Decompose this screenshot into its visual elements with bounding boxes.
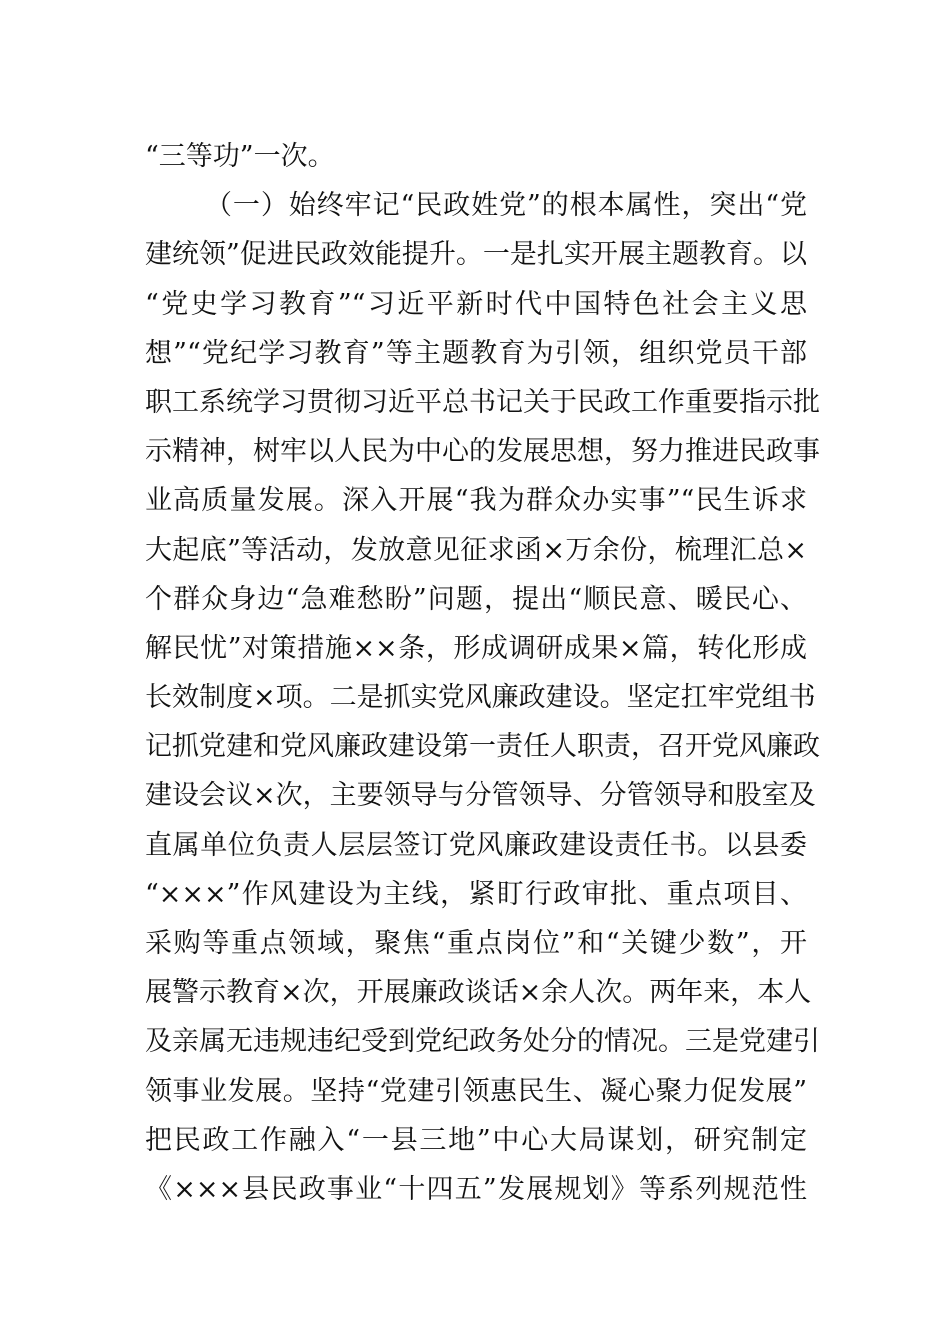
text-line: 采购等重点领域，聚焦“重点岗位”和“关键少数”，开 [145, 928, 807, 959]
text-line: （一）始终牢记“民政姓党”的根本属性，突出“党 [205, 190, 807, 222]
text-line: 建统领”促进民政效能提升。一是扎实开展主题教育。以 [145, 239, 807, 271]
text-line: 直属单位负责人层层签订党风廉政建设责任书。以县委 [145, 829, 807, 861]
text-line: 《×××县民政事业“十四五”发展规划》等系列规范性 [145, 1173, 807, 1205]
text-line: 大起底”等活动，发放意见征求函×万余份，梳理汇总× [145, 534, 807, 566]
text-line: 职工系统学习贯彻习近平总书记关于民政工作重要指示批 [145, 386, 820, 418]
text-line: 记抓党建和党风廉政建设第一责任人职责，召开党风廉政 [145, 731, 820, 763]
text-line: “×××”作风建设为主线，紧盯行政审批、重点项目、 [145, 878, 807, 910]
text-line: 示精神，树牢以人民为中心的发展思想，努力推进民政事 [145, 436, 820, 468]
text-line: 长效制度×项。二是抓实党风廉政建设。坚定扛牢党组书 [145, 682, 816, 714]
text-line: “三等功”一次。 [145, 141, 335, 172]
text-line: 业高质量发展。深入开展“我为群众办实事”“民生诉求 [145, 485, 807, 517]
text-line: 想”“党纪学习教育”等主题教育为引领，组织党员干部 [145, 337, 807, 369]
text-line: 领事业发展。坚持“党建引领惠民生、凝心聚力促发展” [145, 1075, 807, 1107]
text-line: 建设会议×次，主要领导与分管领导、分管领导和股室及 [145, 780, 816, 812]
text-line: 把民政工作融入“一县三地”中心大局谋划，研究制定 [145, 1124, 807, 1156]
text-line: “党史学习教育”“习近平新时代中国特色社会主义思 [145, 288, 807, 320]
text-line: 及亲属无违规违纪受到党纪政务处分的情况。三是党建引 [145, 1026, 820, 1058]
text-line: 个群众身边“急难愁盼”问题，提出“顺民意、暖民心、 [145, 583, 807, 615]
document-body [145, 132, 820, 1214]
text-line: 解民忧”对策措施××条，形成调研成果×篇，转化形成 [145, 632, 807, 664]
text-line: 展警示教育×次，开展廉政谈话×余人次。两年来，本人 [145, 977, 812, 1009]
